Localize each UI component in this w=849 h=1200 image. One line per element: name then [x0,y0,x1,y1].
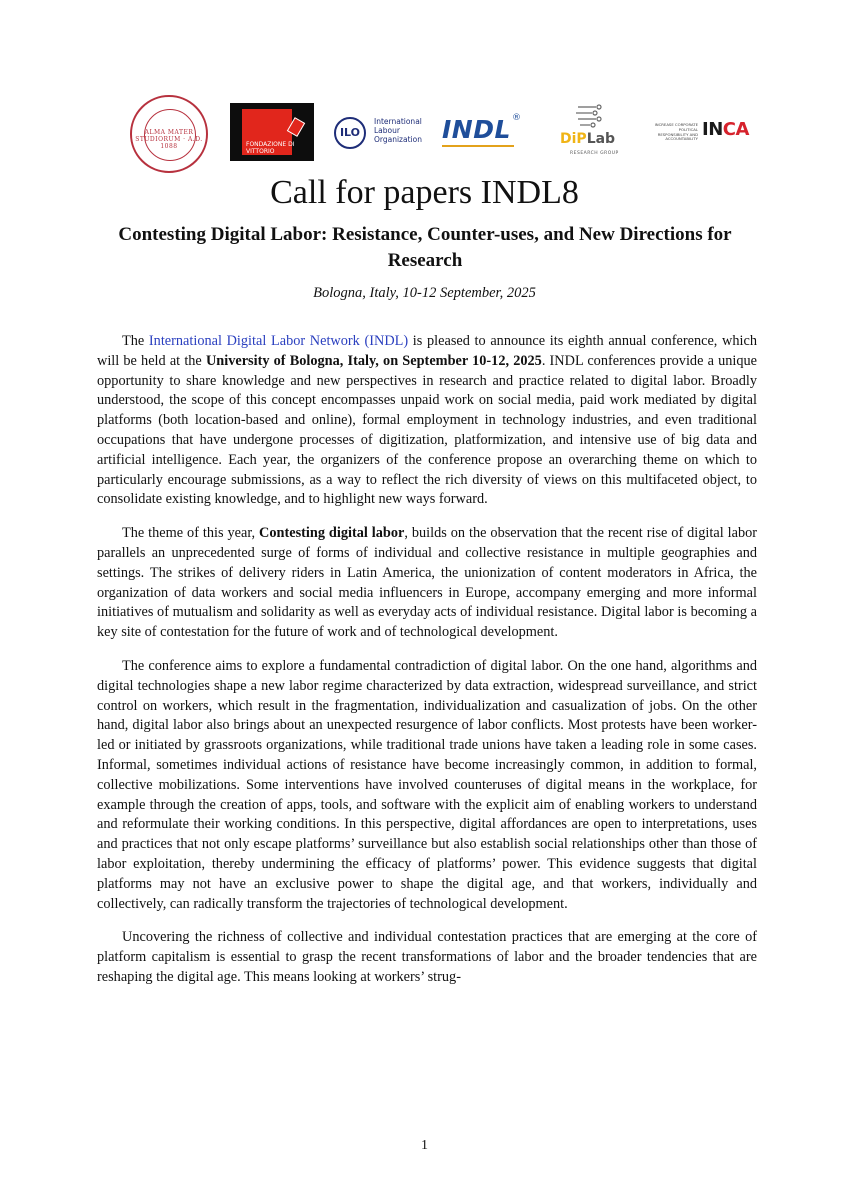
indl-logo [442,115,532,149]
logo-row [120,95,749,165]
inca-in: IN [702,119,723,140]
inca-wordmark [702,119,749,140]
diplab-wordmark [560,131,615,147]
circuit-icon [574,103,604,129]
p1-text-start: The [122,333,149,349]
fondazione-di-vittorio-logo [230,103,314,161]
p1-text-mid: is pleased to announce its eighth annual conference, which will be held at the [97,333,757,369]
paragraph-3: The conference aims to explore a fundamental contradiction of digital labor. On the one hand, algorithms and digital technologies shape a new labor regime characterized by data extraction, widespread surveillance, and strict control on workers, which result in the fragmentation, individualization and casualization of jobs. On the other hand, digital labor also brings about an unexpected resurgence of labor conflicts. Most protests have been worker-led or initiated by grassroots organizations, while traditional trade unions have taken a leading role in some cases. Informal, sometimes individual actions of resistance have become increasingly common, in addition to formal, collective mobilizations. Some interventions have involved counteruses of digital means in the workplace, for example through the creation of apps, tools, and software with the explicit aim of enabling workers to understand and reformulate their working conditions. In this perspective, digital affordances are open to interpretations, uses and practices that not only escape platforms’ surveillance but also establish social relationships other than those of labor exploitation, thereby undermining the efficacy of platforms’ power. This evidence suggests that digital platforms may not have an exclusive power to shape the digital age, and that workers, individually and collectively, can radically transform the trajectories of technological development. [97,657,757,912]
p2-text-start: The theme of this year, [122,525,260,542]
inca-logo [648,119,749,147]
body-text [97,332,757,1002]
p2-text-end: , builds on the observation that the recent rise of digital labor parallels an unprecedented surge of forms of individual and collective resistance in multiple geographies and settings. The strikes of delivery riders in Latin America, the unionization of content moderators in Africa, the organization of data workers and social media influencers in Europe, accompany emerging and more informal initiatives of mutualism and solidarity as well as everyday acts of individual resistance. Digital labor is becoming a key site of contestation for the future of work and of technological development. [97,525,757,641]
seal-text: ALMA MATER STUDIORUM · A.D. 1088 [135,129,203,150]
diplab-dip: DiP [560,131,587,147]
diplab-subtitle: RESEARCH GROUP [570,151,619,156]
event-dateline: Bologna, Italy, 10-12 September, 2025 [313,285,536,301]
paragraph-4: Uncovering the richness of collective and individual contestation practices that are emerging at the core of platform capitalism is essential to grasp the recent transformations of labor and the broader tendencies that are reshaping the digital age. This means looking at workers’ strug- [97,929,757,985]
ilo-logo [334,115,424,149]
indl-underline [442,145,514,147]
page-number: 1 [421,1138,428,1153]
page-title: Call for papers INDL8 [270,174,579,211]
paragraph-1 [97,332,757,510]
ilo-line-2: Labour [374,126,400,135]
ilo-emblem-icon: ILO [334,117,366,149]
ilo-line-1: International [374,117,422,126]
p1-bold-venue: University of Bologna, Italy, on September 10-12, 2025 [205,352,542,369]
paragraph-2 [97,524,757,643]
ilo-wordmark [374,117,422,144]
diplab-logo [558,103,638,159]
indl-registered-mark: ® [512,113,521,123]
indl-wordmark: INDL [442,115,511,144]
fdv-text: FONDAZIONE DI VITTORIO [246,141,295,155]
ilo-line-3: Organization [374,135,422,144]
p1-text-end: . INDL conferences provide a unique opportunity to share knowledge and new perspectives in research and practice related to digital labor. Broadly understood, the scope of this concept encompasses unpaid work on social media, paid work mediated by digital platforms (both location-based and online), formal employment in technology industries, and even traditional occupations that have undergone processes of digitization, platformization, and intensive use of big data and artificial intelligence. Each year, the organizers of the conference propose an overarching theme on which to particularly encourage submissions, as a way to reflect the rich diversity of views on this multifaceted object, to consolidate existing knowledge, and to highlight new ways forward. [97,352,757,508]
inca-ca: CA [722,119,749,140]
inca-tagline: INCREASE CORPORATE POLITICAL RESPONSIBILITY AND ACCOUNTABILITY [654,122,698,142]
university-of-bologna-seal-logo [130,95,208,173]
page-subtitle: Contesting Digital Labor: Resistance, Counter-uses, and New Directions for Research [118,224,732,271]
diplab-lab: Lab [586,131,616,147]
indl-network-link[interactable]: International Digital Labor Network (INDL) [148,333,409,349]
p2-bold-theme: Contesting digital labor [259,525,405,542]
